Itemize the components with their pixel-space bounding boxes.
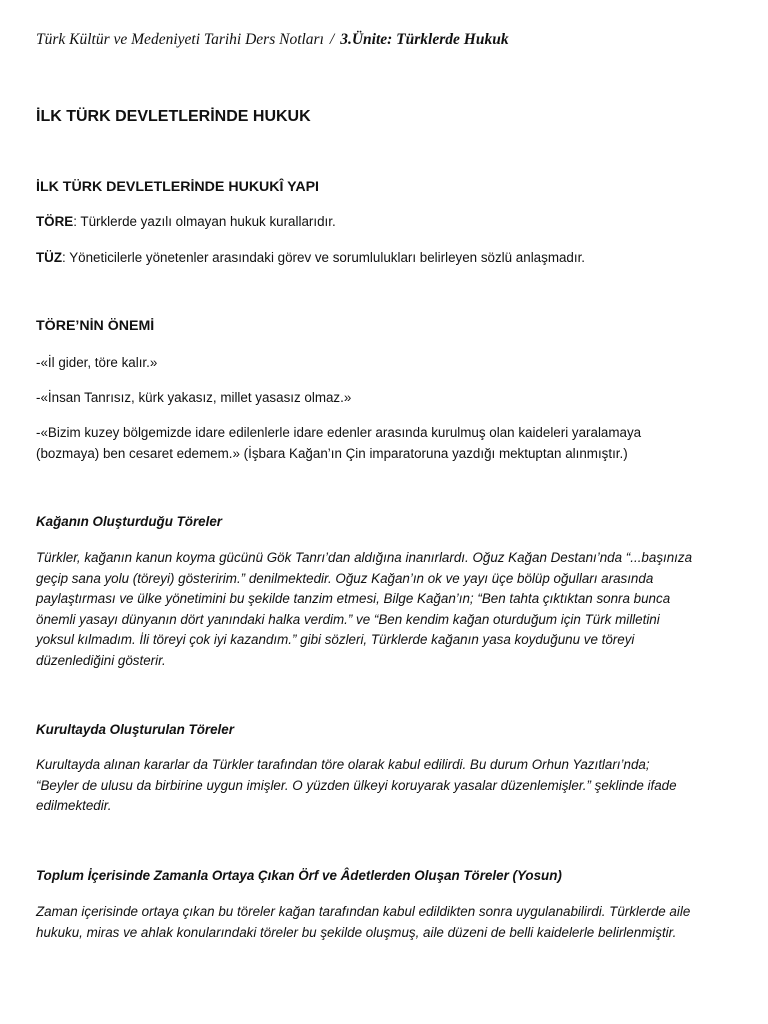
text-line: Kurultayda alınan kararlar da Türkler tarafından töre olarak kabul edilirdi. Bu durum Orhun Yazıtları’nda; bbox=[36, 757, 650, 772]
subheading-yosun-tore: Toplum İçerisinde Zamanla Ortaya Çıkan Örf ve Âdetlerden Oluşan Töreler (Yosun) bbox=[36, 868, 562, 883]
quote-1: -«İl gider, töre kalır.» bbox=[36, 355, 158, 370]
quote-3-line-2: (bozmaya) ben cesaret edemem.» (İşbara Kağan’ın Çin imparatoruna yazdığı mektuptan alınmıştır.) bbox=[36, 445, 628, 461]
text-line: “Beyler de ulusu da birbirine uygun imişler. O yüzden ülkeyi koruyarak yasalar düzenlemişler.” şeklinde ifade bbox=[36, 777, 677, 793]
paragraph-kagan-tore bbox=[36, 548, 736, 671]
text-line: önemli yasayı dünyanın dört yanındaki halka verdim.” ve “Ben kendim kağan oturduğum için Türk milletini bbox=[36, 611, 660, 627]
paragraph-kurultay-tore bbox=[36, 755, 736, 817]
subheading-kagan-tore: Kağanın Oluşturduğu Töreler bbox=[36, 514, 222, 529]
tore-term: TÖRE bbox=[36, 214, 74, 229]
text-line: paylaştırması ve ülke yönetimini bu şekilde tanzim etmesi, Bilge Kağan’ın; “Ben tahta çıktıktan sonra bunca bbox=[36, 591, 671, 606]
tuz-definition bbox=[36, 248, 736, 269]
quote-3 bbox=[36, 423, 736, 464]
running-header bbox=[36, 31, 736, 49]
text-line: geçip sana yolu (töreyi) gösteririm.” denilmektedir. Oğuz Kağan’ın ok ve yayı üçe bölüp oğulları arasında bbox=[36, 570, 654, 586]
page-title: İLK TÜRK DEVLETLERİNDE HUKUK bbox=[36, 108, 311, 125]
text-line: edilmektedir. bbox=[36, 798, 112, 813]
text-line: yoksul kılmadım. İli töreyi çok iyi kazandım.” gibi sözleri, Türklerde kağanın yasa koyduğunu ve töreyi bbox=[36, 632, 635, 647]
text-line: Zaman içerisinde ortaya çıkan bu töreler kağan tarafından kabul edildikten sonra uygulanabilirdi. Türklerde aile bbox=[36, 904, 691, 919]
header-separator: / bbox=[329, 31, 335, 48]
quote-3-line-1: -«Bizim kuzey bölgemizde idare edilenlerle idare edenler arasında kurulmuş olan kaideleri yaralamaya bbox=[36, 425, 642, 440]
text-line: düzenlediğini gösterir. bbox=[36, 652, 166, 668]
unit-title: 3.Ünite: Türklerde Hukuk bbox=[340, 31, 509, 48]
course-name: Türk Kültür ve Medeniyeti Tarihi Ders Notları bbox=[36, 31, 324, 48]
section-heading-importance: TÖRE’NİN ÖNEMİ bbox=[36, 318, 155, 334]
section-heading-legal-structure: İLK TÜRK DEVLETLERİNDE HUKUKÎ YAPI bbox=[36, 179, 319, 195]
paragraph-yosun-tore bbox=[36, 902, 736, 943]
text-line: hukuku, miras ve ahlak konularındaki töreler bu şekilde oluşmuş, aile düzeni de belli kaidelerle belirlenmiştir. bbox=[36, 924, 677, 940]
quote-2: -«İnsan Tanrısız, kürk yakasız, millet yasasız olmaz.» bbox=[36, 390, 352, 405]
text-line: Türkler, kağanın kanun koyma gücünü Gök Tanrı’dan aldığına inanırlardı. Oğuz Kağan Destanı’nda “...başınıza bbox=[36, 550, 693, 565]
tuz-term: TÜZ bbox=[36, 250, 63, 265]
subheading-kurultay-tore: Kurultayda Oluşturulan Töreler bbox=[36, 722, 234, 737]
tore-definition bbox=[36, 212, 736, 233]
tuz-text: : Yöneticilerle yönetenler arasındaki görev ve sorumlulukları belirleyen sözlü anlaşmadır. bbox=[62, 250, 586, 265]
tore-text: : Türklerde yazılı olmayan hukuk kurallarıdır. bbox=[73, 214, 336, 229]
